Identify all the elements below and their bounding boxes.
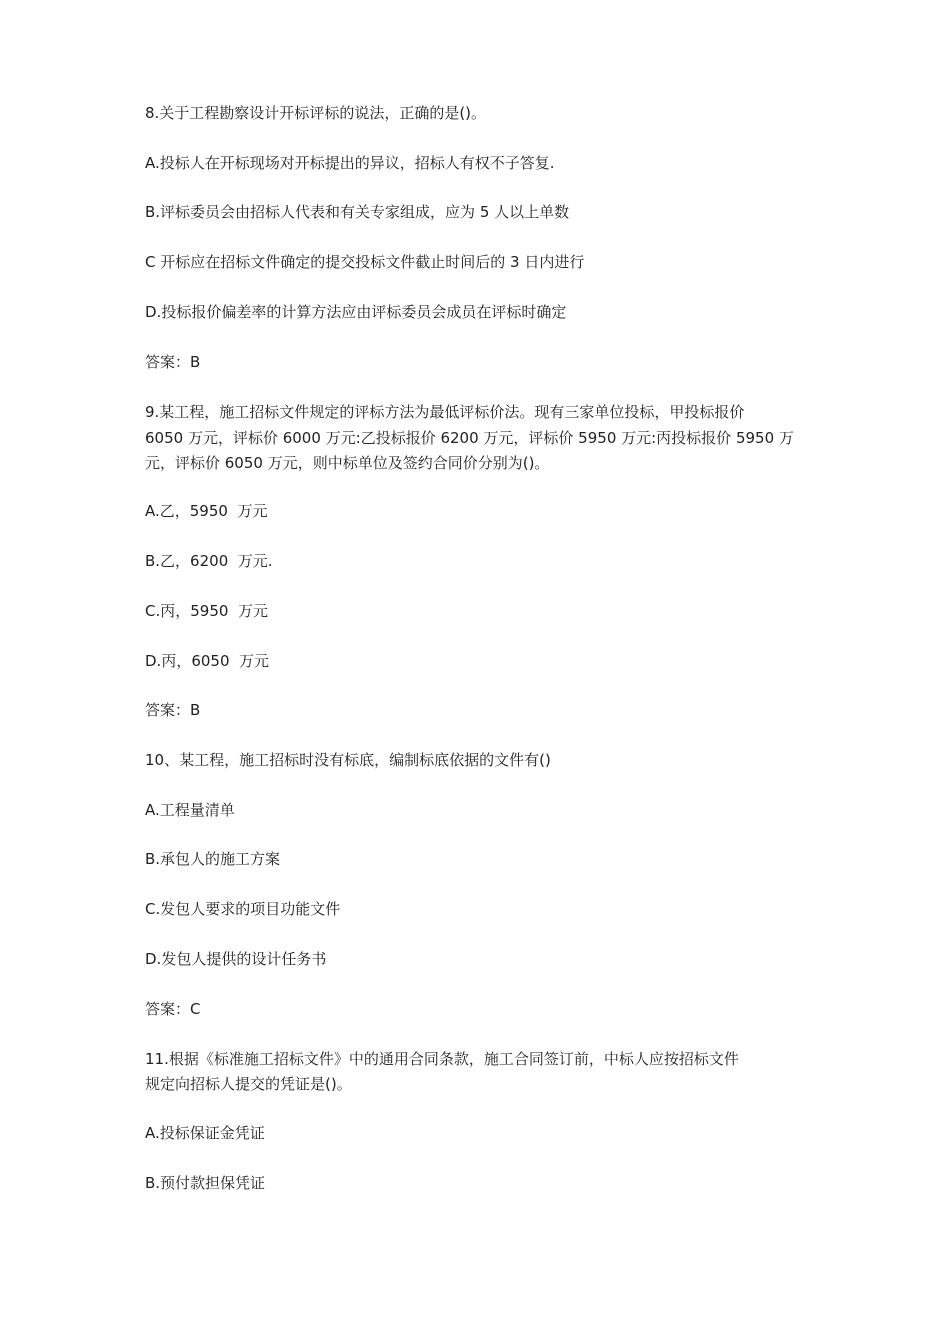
- question-8-option-d: D.投标报价偏差率的计算方法应由评标委员会成员在评标时确定: [145, 303, 567, 321]
- question-9-option-d: D.丙，6050 万元: [145, 652, 270, 670]
- question-11-stem-line-2: 规定向招标人提交的凭证是()。: [145, 1075, 352, 1093]
- question-9-stem-line-2: 6050 万元，评标价 6000 万元:乙投标报价 6200 万元，评标价 5950 万元:丙投标报价 5950 万: [145, 429, 794, 447]
- question-10-answer: 答案：C: [145, 1000, 201, 1018]
- question-10-option-a: A.工程量清单: [145, 801, 235, 819]
- question-10-option-b: B.承包人的施工方案: [145, 850, 281, 868]
- question-8-answer: 答案：B: [145, 353, 201, 371]
- question-9-option-b: B.乙，6200 万元.: [145, 552, 273, 570]
- question-10-stem: 10、某工程，施工招标时没有标底，编制标底依据的文件有(): [145, 751, 551, 769]
- question-8-option-b: B.评标委员会由招标人代表和有关专家组成，应为 5 人以上单数: [145, 203, 570, 221]
- question-9-stem-line-3: 元，评标价 6050 万元，则中标单位及签约合同价分别为()。: [145, 454, 550, 472]
- question-11-option-a: A.投标保证金凭证: [145, 1124, 265, 1142]
- question-9-stem-line-1: 9.某工程，施工招标文件规定的评标方法为最低评标价法。现有三家单位投标，甲投标报价: [145, 403, 745, 421]
- question-10-option-c: C.发包人要求的项目功能文件: [145, 900, 341, 918]
- question-9-answer: 答案：B: [145, 701, 201, 719]
- question-11-option-b: B.预付款担保凭证: [145, 1174, 266, 1192]
- question-8-stem: 8.关于工程勘察设计开标评标的说法，正确的是()。: [145, 104, 487, 122]
- question-8-option-c: C 开标应在招标文件确定的提交投标文件截止时间后的 3 日内进行: [145, 253, 585, 271]
- question-9-option-a: A.乙，5950 万元: [145, 502, 268, 520]
- question-10-option-d: D.发包人提供的设计任务书: [145, 950, 327, 968]
- question-9-option-c: C.丙，5950 万元: [145, 602, 268, 620]
- question-11-stem-line-1: 11.根据《标准施工招标文件》中的通用合同条款，施工合同签订前，中标人应按招标文件: [145, 1050, 739, 1068]
- question-8-option-a: A.投标人在开标现场对开标提出的异议，招标人有权不子答复.: [145, 154, 555, 172]
